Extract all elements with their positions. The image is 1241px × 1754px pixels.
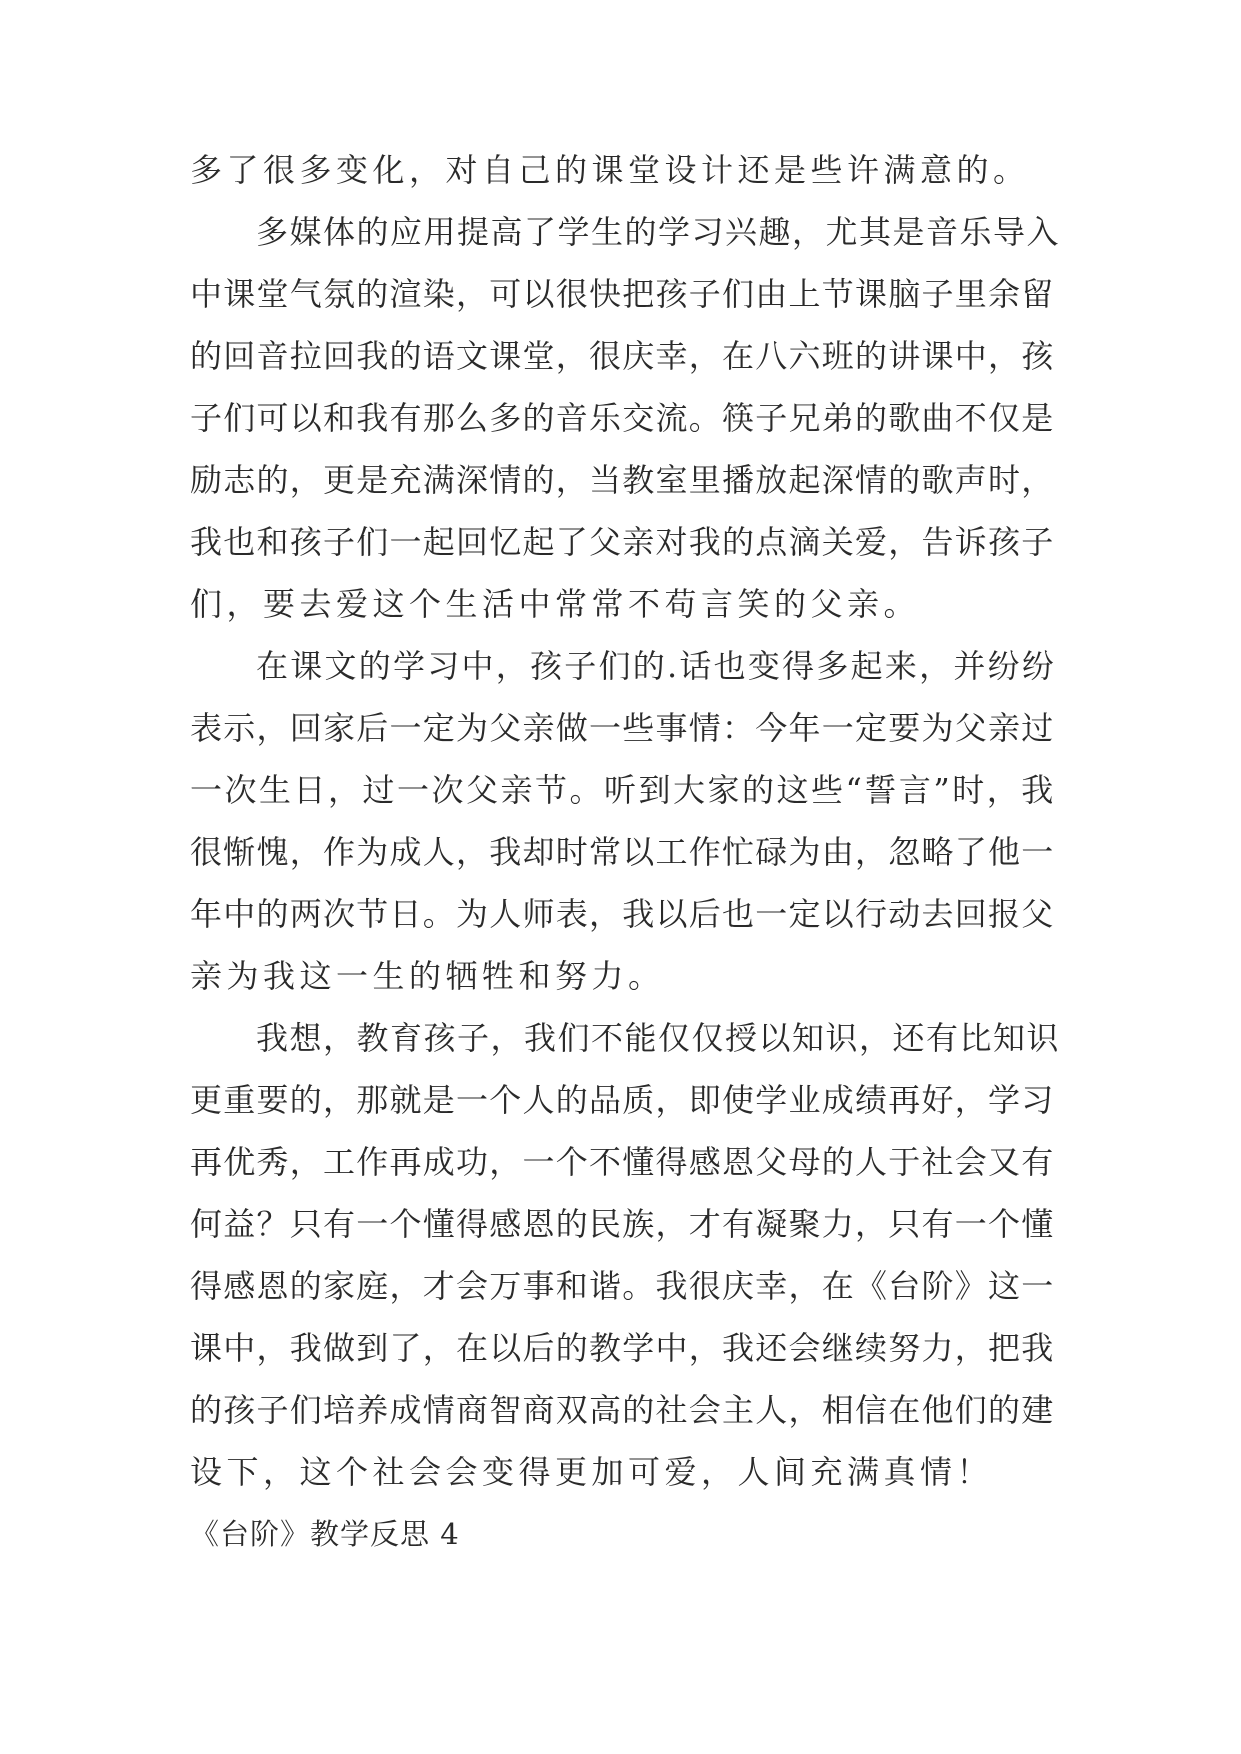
body-line: 年中的两次节日。为人师表，我以后也一定以行动去回报父 [190,895,1055,933]
body-line: 的孩子们培养成情商智商双高的社会主人，相信在他们的建 [190,1391,1055,1429]
paragraph-first-line: 在课文的学习中，孩子们的.话也变得多起来，并纷纷 [256,647,1057,685]
section-heading: 《台阶》教学反思 4 [190,1517,460,1551]
body-line: 子们可以和我有那么多的音乐交流。筷子兄弟的歌曲不仅是 [190,399,1055,437]
body-line: 中课堂气氛的渲染，可以很快把孩子们由上节课脑子里余留 [190,275,1055,313]
body-line: 亲为我这一生的牺牲和努力。 [190,957,665,995]
body-line: 表示，回家后一定为父亲做一些事情：今年一定要为父亲过 [190,709,1055,747]
paragraph-first-line: 多媒体的应用提高了学生的学习兴趣，尤其是音乐导入 [256,213,1061,251]
body-line: 我也和孩子们一起回忆起了父亲对我的点滴关爱，告诉孩子 [190,523,1055,561]
body-line: 多了很多变化，对自己的课堂设计还是些许满意的。 [190,151,1030,189]
body-line: 更重要的，那就是一个人的品质，即使学业成绩再好，学习 [190,1081,1055,1119]
body-line: 何益？只有一个懂得感恩的民族，才有凝聚力，只有一个懂 [190,1205,1055,1243]
body-line: 很惭愧，作为成人，我却时常以工作忙碌为由，忽略了他一 [190,833,1055,871]
body-line: 设下，这个社会会变得更加可爱，人间充满真情！ [190,1453,994,1491]
body-line: 的回音拉回我的语文课堂，很庆幸，在八六班的讲课中，孩 [190,337,1055,375]
paragraph-first-line: 我想，教育孩子，我们不能仅仅授以知识，还有比知识 [256,1019,1061,1057]
body-line: 一次生日，过一次父亲节。听到大家的这些“誓言”时，我 [190,771,1056,809]
body-line: 们，要去爱这个生活中常常不苟言笑的父亲。 [190,585,921,623]
body-line: 励志的，更是充满深情的，当教室里播放起深情的歌声时， [190,461,1055,499]
body-line: 课中，我做到了，在以后的教学中，我还会继续努力，把我 [190,1329,1055,1367]
body-line: 再优秀，工作再成功，一个不懂得感恩父母的人于社会又有 [190,1143,1055,1181]
body-line: 得感恩的家庭，才会万事和谐。我很庆幸，在《台阶》这一 [190,1267,1055,1305]
